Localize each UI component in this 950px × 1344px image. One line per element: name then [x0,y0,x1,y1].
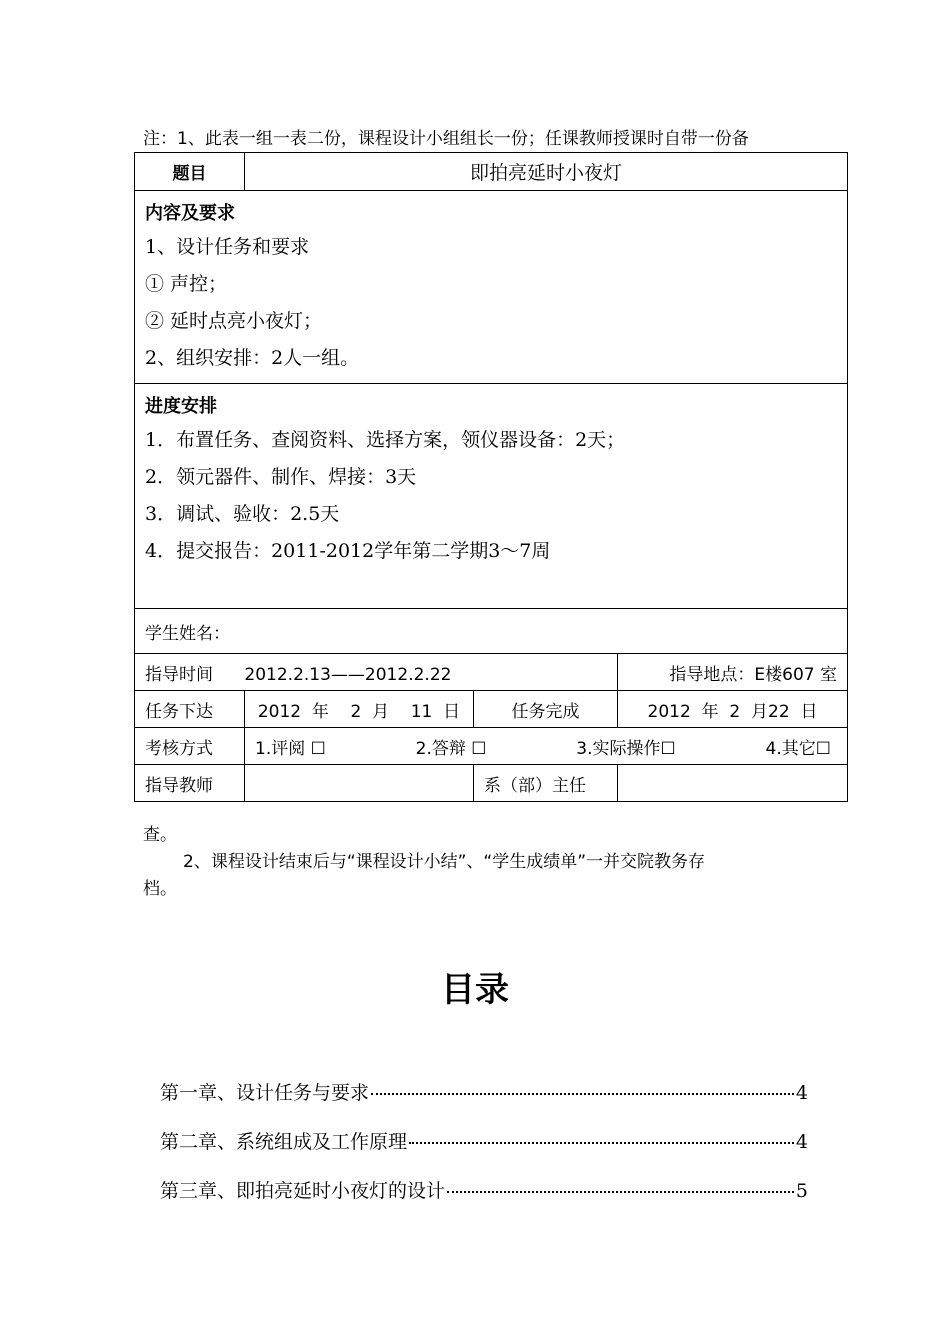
guide-place: 指导地点：E楼607 室 [618,654,848,691]
toc-title: 目录 [441,970,509,1010]
toc-item[interactable] [160,1078,808,1127]
content-line: 1、设计任务和要求 [145,236,310,258]
toc-item-page: 5 [795,1180,808,1202]
content-section [135,191,848,384]
assess-label: 考核方式 [135,728,245,765]
toc-leader-dots [371,1093,794,1095]
schedule-section [135,384,848,609]
dept-field[interactable] [618,765,848,802]
task-issued-value: 2012 年 2 月 11 日 [245,691,474,728]
student-name-field[interactable] [135,609,848,654]
title-value: 即拍亮延时小夜灯 [245,153,848,191]
schedule-line: 3．调试、验收：2.5天 [145,503,340,525]
note-bottom-line: 2、课程设计结束后与“课程设计小结”、“学生成绩单”一并交院教务存 [183,852,706,872]
task-issued-label: 任务下达 [135,691,245,728]
schedule-line: 2．领元器件、制作、焊接：3天 [145,466,417,488]
note-bottom-line: 档。 [143,879,177,899]
schedule-line: 4．提交报告：2011-2012学年第二学期3～7周 [145,540,551,562]
assess-option-defense[interactable]: 2.答辩 ☐ [415,738,487,759]
toc-item-label: 第一章、设计任务与要求 [160,1082,370,1104]
content-line: 2、组织安排：2人一组。 [145,347,360,369]
assess-option-review[interactable]: 1.评阅 ☐ [255,738,326,759]
toc-item-label: 第三章、即拍亮延时小夜灯的设计 [160,1180,446,1202]
note-top: 注：1、此表一组一表二份，课程设计小组组长一份；任课教师授课时自带一份备 [143,129,749,149]
task-done-value: 2012 年 2 月22 日 [618,691,848,728]
design-task-form [134,152,848,802]
content-heading: 内容及要求 [145,203,235,224]
guide-time-cell [135,654,618,691]
teacher-field[interactable] [245,765,474,802]
toc-item[interactable] [160,1127,808,1176]
toc-item-page: 4 [795,1082,808,1104]
toc-item-label: 第二章、系统组成及工作原理 [160,1131,408,1153]
content-line: ② 延时点亮小夜灯； [145,310,323,332]
student-name-label: 学生姓名： [145,623,230,644]
assess-option-other[interactable]: 4.其它☐ [765,738,831,759]
toc-item-page: 4 [795,1131,808,1153]
toc-item[interactable] [160,1176,808,1225]
title-label: 题目 [135,153,245,191]
toc-leader-dots [447,1191,794,1193]
assess-options [245,728,848,765]
assess-option-practical[interactable]: 3.实际操作☐ [576,738,676,759]
table-of-contents [160,1078,808,1225]
dept-label: 系（部）主任 [474,765,618,802]
content-line: ① 声控； [145,273,228,295]
toc-leader-dots [409,1142,794,1144]
guide-time-value: 2012.2.13——2012.2.22 [244,664,452,685]
teacher-label: 指导教师 [135,765,245,802]
task-done-label: 任务完成 [474,691,618,728]
note-bottom-line: 查。 [143,825,177,845]
schedule-line: 1．布置任务、查阅资料、选择方案，领仪器设备：2天； [145,429,626,451]
note-bottom [143,822,823,903]
guide-time-label: 指导时间 [145,664,213,685]
schedule-heading: 进度安排 [145,396,217,417]
